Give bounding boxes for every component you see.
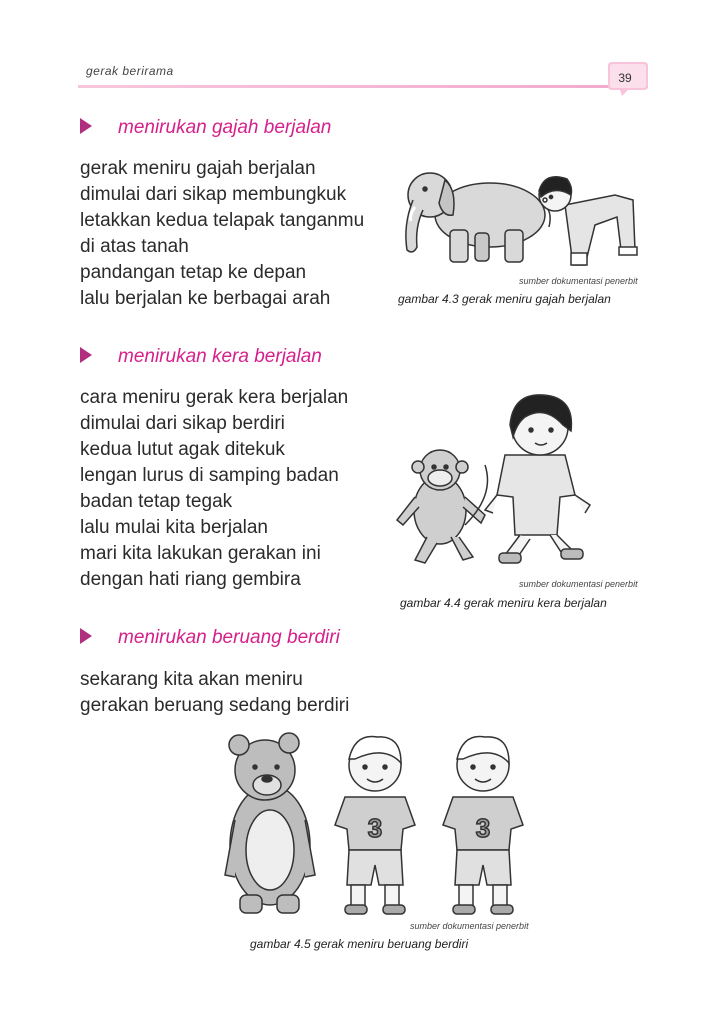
section-body-monkey xyxy=(80,385,348,593)
text-line: gerakan beruang sedang berdiri xyxy=(80,695,350,716)
text-line: di atas tanah xyxy=(80,236,189,257)
elephant-icon xyxy=(406,173,550,262)
text-line: badan tetap tegak xyxy=(80,491,233,512)
figure-credit: sumber dokumentasi penerbit xyxy=(410,921,529,931)
figure-caption: gambar 4.3 gerak meniru gajah berjalan xyxy=(398,292,611,306)
text-line: cara meniru gerak kera berjalan xyxy=(80,387,349,408)
bullet-triangle-icon xyxy=(80,118,92,134)
elephant-walk-illustration xyxy=(395,155,655,275)
boy-standing-icon xyxy=(443,736,523,914)
section-heading-bear xyxy=(80,627,340,649)
monkey-walk-illustration xyxy=(385,385,625,575)
shirt-number: 3 xyxy=(367,813,383,843)
section-heading-text: menirukan beruang berdiri xyxy=(118,627,340,648)
text-line: pandangan tetap ke depan xyxy=(80,262,307,283)
text-line: dimulai dari sikap berdiri xyxy=(80,413,285,434)
text-line: gerak meniru gajah berjalan xyxy=(80,158,316,179)
bear-stand-illustration xyxy=(215,725,545,920)
text-line: lalu mulai kita berjalan xyxy=(80,517,268,538)
page-number: 39 xyxy=(618,71,632,85)
header-divider xyxy=(78,85,648,88)
figure-credit: sumber dokumentasi penerbit xyxy=(519,579,638,589)
section-body-elephant xyxy=(80,156,364,312)
bear-icon xyxy=(225,733,315,913)
text-line: lalu berjalan ke berbagai arah xyxy=(80,288,331,309)
bullet-triangle-icon xyxy=(80,628,92,644)
figure-caption: gambar 4.4 gerak meniru kera berjalan xyxy=(400,596,607,610)
text-line: dengan hati riang gembira xyxy=(80,569,301,590)
figure-credit: sumber dokumentasi penerbit xyxy=(519,276,638,286)
text-line: mari kita lakukan gerakan ini xyxy=(80,543,321,564)
figure-caption: gambar 4.5 gerak meniru beruang berdiri xyxy=(250,937,469,951)
bullet-triangle-icon xyxy=(80,347,92,363)
running-head: gerak berirama xyxy=(86,64,174,78)
section-heading-text: menirukan kera berjalan xyxy=(118,346,322,367)
shirt-number: 3 xyxy=(475,813,491,843)
text-line: kedua lutut agak ditekuk xyxy=(80,439,285,460)
text-line: letakkan kedua telapak tanganmu xyxy=(80,210,365,231)
section-heading-monkey xyxy=(80,346,322,368)
boy-standing-icon xyxy=(335,736,415,914)
monkey-icon xyxy=(397,450,488,563)
text-line: sekarang kita akan meniru xyxy=(80,669,303,690)
text-line: dimulai dari sikap membungkuk xyxy=(80,184,347,205)
section-body-bear xyxy=(80,667,349,719)
girl-walking-icon xyxy=(485,395,590,563)
child-bending-icon xyxy=(539,177,637,265)
text-line: lengan lurus di samping badan xyxy=(80,465,339,486)
section-heading-text: menirukan gajah berjalan xyxy=(118,117,332,138)
section-heading-elephant xyxy=(80,117,331,139)
